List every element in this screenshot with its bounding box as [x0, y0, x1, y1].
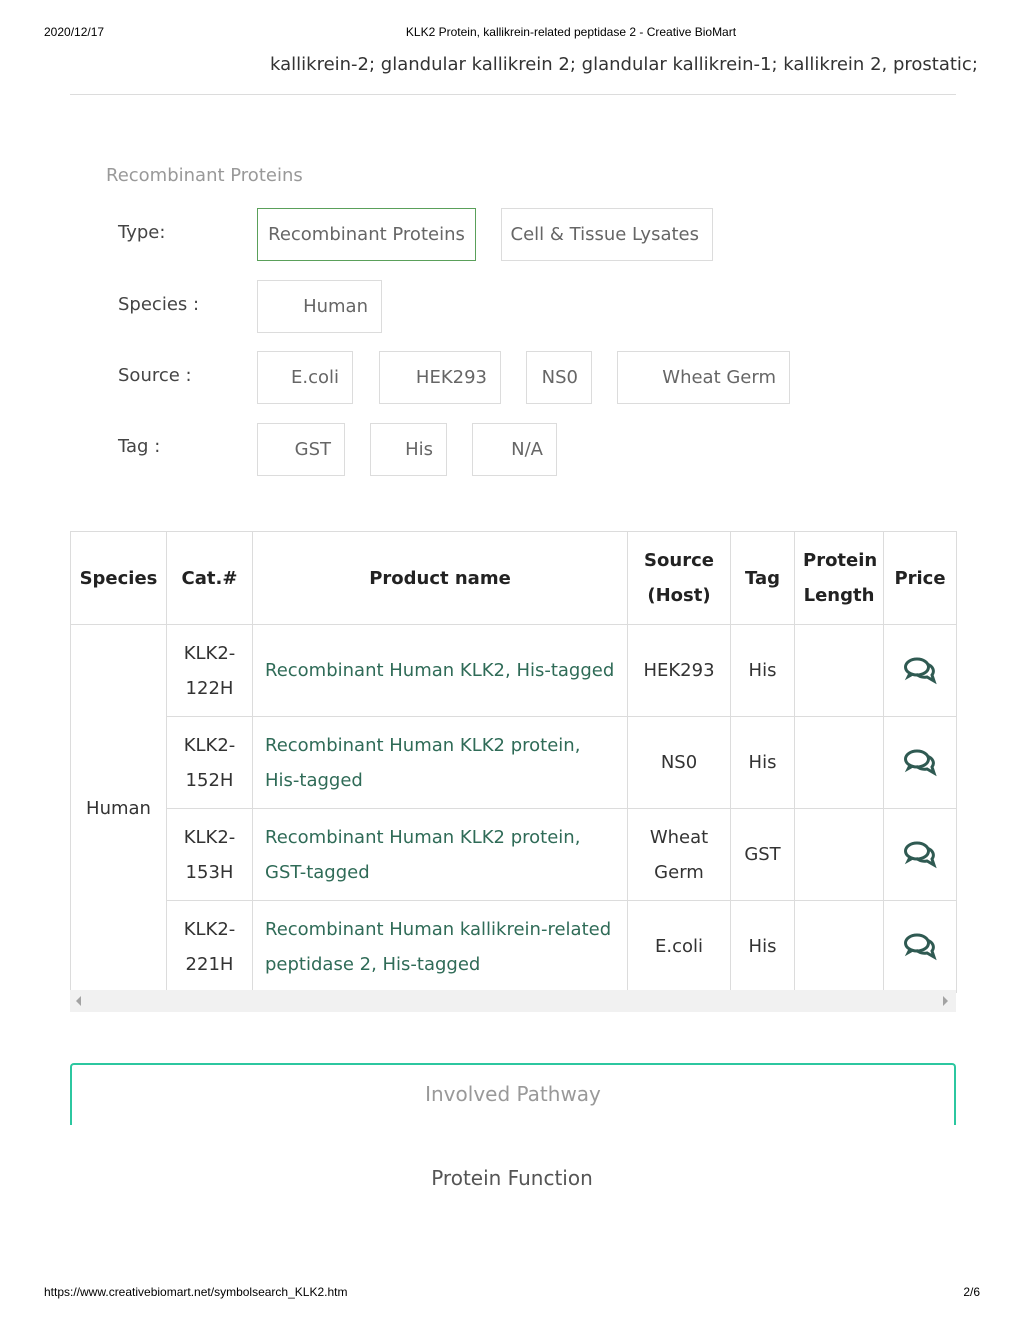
length-cell: [795, 809, 884, 901]
chat-bubbles-icon[interactable]: [903, 749, 937, 777]
product-link[interactable]: Recombinant Human KLK2 protein, His-tagged: [253, 717, 628, 809]
header-tag: Tag: [731, 532, 795, 625]
cat-cell: KLK2-152H: [167, 717, 253, 809]
price-cell[interactable]: [884, 809, 957, 901]
involved-pathway-title: Involved Pathway: [425, 1082, 601, 1106]
horizontal-scrollbar[interactable]: [70, 990, 956, 1012]
print-date: 2020/12/17: [44, 25, 105, 39]
length-cell: [795, 717, 884, 809]
print-page-number: 2/6: [963, 1285, 980, 1299]
tag-cell: His: [731, 625, 795, 717]
chat-bubbles-icon[interactable]: [903, 841, 937, 869]
header-cat: Cat.#: [167, 532, 253, 625]
species-filter-label: Species :: [118, 294, 200, 315]
involved-pathway-panel[interactable]: [70, 1063, 956, 1125]
species-cell: Human: [71, 625, 167, 993]
product-link[interactable]: Recombinant Human KLK2, His-tagged: [253, 625, 628, 717]
product-link[interactable]: Recombinant Human kallikrein-related peptidase 2, His-tagged: [253, 901, 628, 993]
header-species: Species: [71, 532, 167, 625]
source-chip-ecoli[interactable]: E.coli: [257, 351, 353, 404]
chat-bubbles-icon[interactable]: [903, 933, 937, 961]
protein-function-title: Protein Function: [431, 1166, 593, 1190]
scroll-right-arrow-icon[interactable]: [943, 996, 948, 1006]
product-link[interactable]: Recombinant Human KLK2 protein, GST-tagged: [253, 809, 628, 901]
source-chip-wheat-germ[interactable]: Wheat Germ: [617, 351, 790, 404]
source-cell: Wheat Germ: [628, 809, 731, 901]
table-row: [71, 625, 957, 717]
source-cell: E.coli: [628, 901, 731, 993]
table-header-row: [71, 532, 957, 625]
tag-cell: His: [731, 901, 795, 993]
table-row: [71, 717, 957, 809]
filter-section-label: Recombinant Proteins: [106, 165, 303, 186]
protein-synonyms: kallikrein-2; glandular kallikrein 2; glandular kallikrein-1; kallikrein 2, prostatic;: [270, 54, 978, 75]
divider: [70, 94, 956, 95]
source-cell: HEK293: [628, 625, 731, 717]
print-url: https://www.creativebiomart.net/symbolsearch_KLK2.htm: [44, 1285, 348, 1299]
type-chip-recombinant-proteins[interactable]: Recombinant Proteins: [257, 208, 476, 261]
print-title: KLK2 Protein, kallikrein-related peptidase 2 - Creative BioMart: [405, 25, 737, 39]
chat-bubbles-icon[interactable]: [903, 657, 937, 685]
cat-cell: KLK2-122H: [167, 625, 253, 717]
header-protein-length: Protein Length: [795, 532, 884, 625]
tag-chip-gst[interactable]: GST: [257, 423, 345, 476]
cat-cell: KLK2-221H: [167, 901, 253, 993]
header-product-name: Product name: [253, 532, 628, 625]
length-cell: [795, 901, 884, 993]
header-source: Source (Host): [628, 532, 731, 625]
tag-cell: His: [731, 717, 795, 809]
product-table: [70, 531, 957, 993]
header-price: Price: [884, 532, 957, 625]
type-filter-label: Type:: [118, 222, 166, 243]
table-row: [71, 901, 957, 993]
tag-chip-na[interactable]: N/A: [472, 423, 557, 476]
tag-chip-his[interactable]: His: [370, 423, 447, 476]
source-chip-ns0[interactable]: NS0: [526, 351, 592, 404]
price-cell[interactable]: [884, 717, 957, 809]
species-chip-human[interactable]: Human: [257, 280, 382, 333]
product-table-container: [70, 531, 956, 993]
source-cell: NS0: [628, 717, 731, 809]
length-cell: [795, 625, 884, 717]
tag-cell: GST: [731, 809, 795, 901]
source-filter-label: Source :: [118, 365, 192, 386]
tag-filter-label: Tag :: [118, 436, 161, 457]
source-chip-hek293[interactable]: HEK293: [379, 351, 501, 404]
type-chip-cell-tissue-lysates[interactable]: Cell & Tissue Lysates: [501, 208, 713, 261]
table-row: [71, 809, 957, 901]
cat-cell: KLK2-153H: [167, 809, 253, 901]
scroll-left-arrow-icon[interactable]: [76, 996, 81, 1006]
price-cell[interactable]: [884, 625, 957, 717]
price-cell[interactable]: [884, 901, 957, 993]
